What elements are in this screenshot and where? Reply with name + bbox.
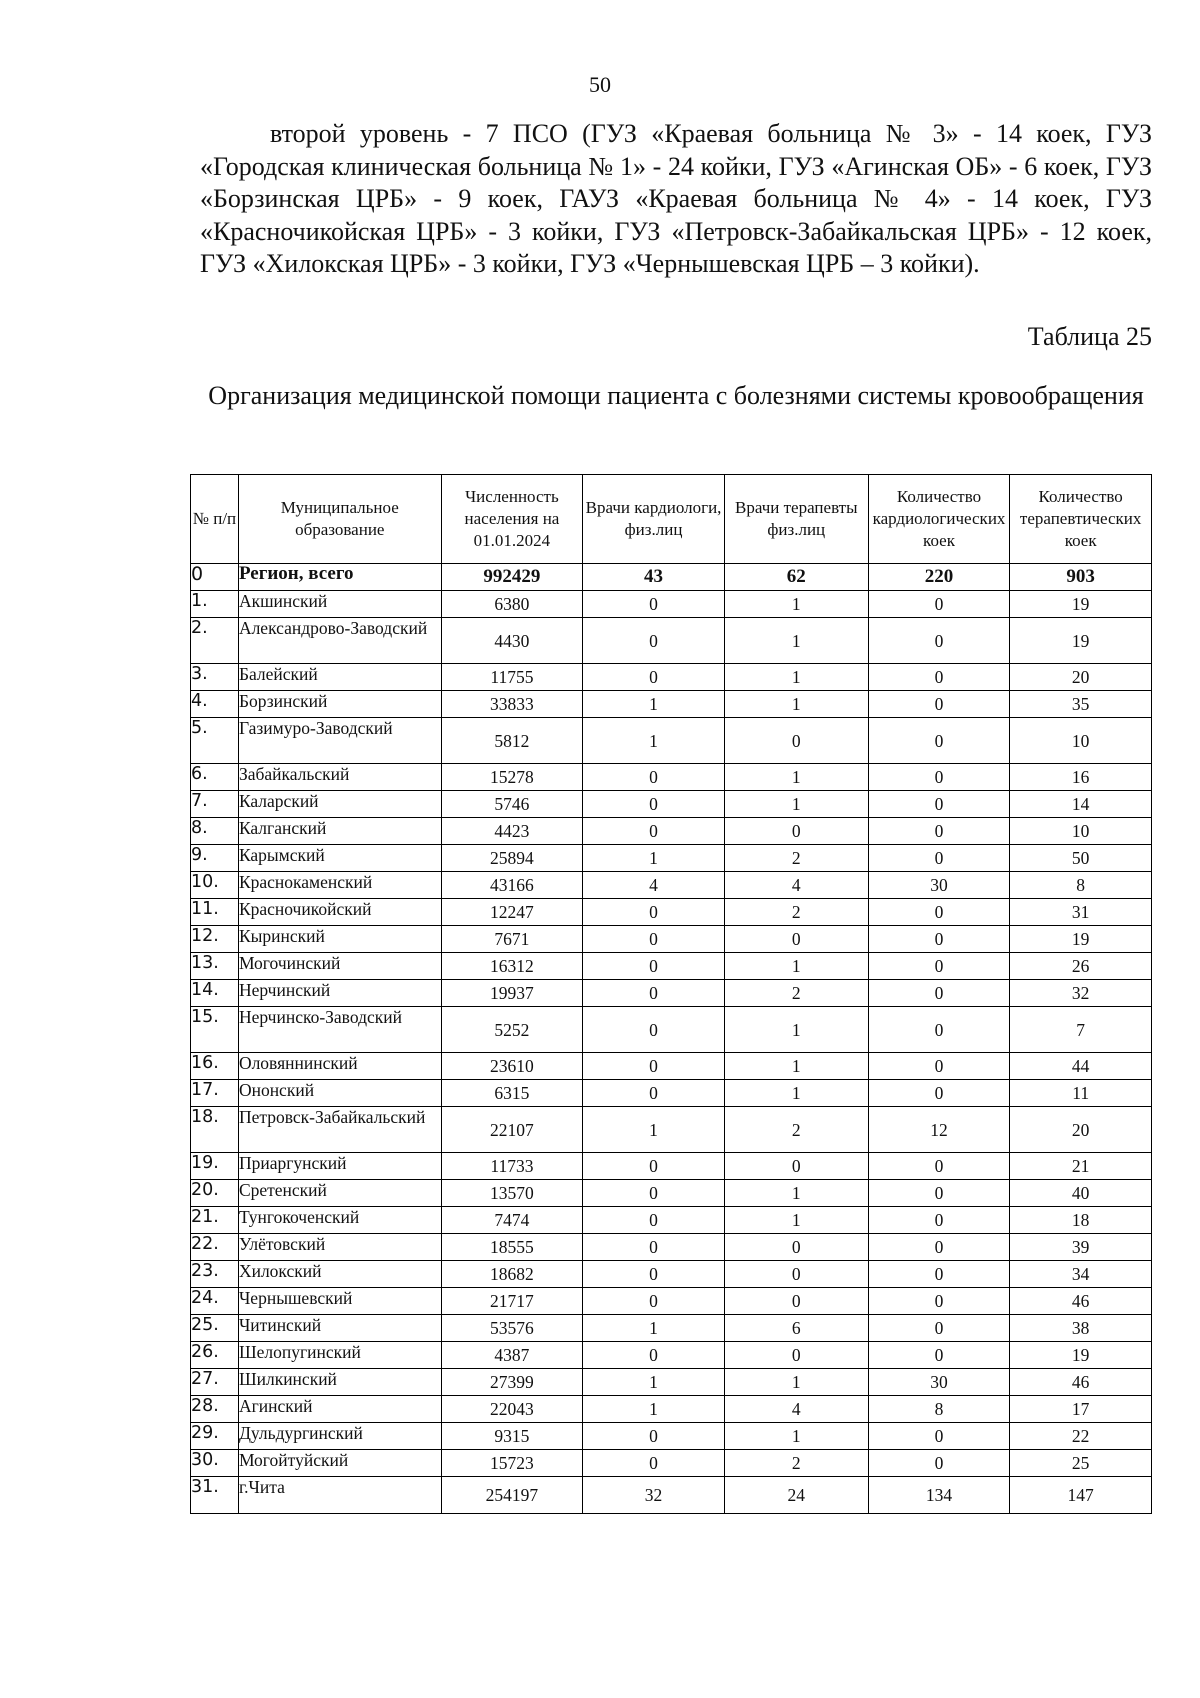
table-row bbox=[191, 691, 1152, 718]
cell-cardio-beds: 8 bbox=[868, 1396, 1010, 1423]
cell-number: 4. bbox=[191, 691, 239, 718]
table-row bbox=[191, 926, 1152, 953]
cell-cardio-beds: 0 bbox=[868, 1342, 1010, 1369]
cell-municipality: Могочинский bbox=[238, 953, 441, 980]
cell-cardio-beds: 0 bbox=[868, 1180, 1010, 1207]
cell-cardiologists: 0 bbox=[583, 591, 725, 618]
table-row bbox=[191, 1207, 1152, 1234]
cell-municipality: Забайкальский bbox=[238, 764, 441, 791]
cell-population: 5812 bbox=[441, 718, 583, 764]
cell-population: 7474 bbox=[441, 1207, 583, 1234]
page-number: 50 bbox=[589, 72, 611, 97]
cell-therapists: 2 bbox=[724, 899, 868, 926]
table-row bbox=[191, 764, 1152, 791]
cell-number: 2. bbox=[191, 618, 239, 664]
cell-population: 25894 bbox=[441, 845, 583, 872]
cell-population: 16312 bbox=[441, 953, 583, 980]
header-population: Численность населения на 01.01.2024 bbox=[441, 475, 583, 564]
cell-therapy-beds: 7 bbox=[1010, 1007, 1152, 1053]
table-row bbox=[191, 872, 1152, 899]
cell-number: 3. bbox=[191, 664, 239, 691]
cell-therapists: 24 bbox=[724, 1477, 868, 1514]
cell-number: 30. bbox=[191, 1450, 239, 1477]
table-row bbox=[191, 1396, 1152, 1423]
cell-therapy-beds: 19 bbox=[1010, 591, 1152, 618]
table-row bbox=[191, 1288, 1152, 1315]
intro-paragraph: второй уровень - 7 ПСО (ГУЗ «Краевая больница № 3» - 14 коек, ГУЗ «Городская клиническая больница № 1» - 24 койки, ГУЗ «Агинская ОБ» - 6 коек, ГУЗ «Борзинская ЦРБ» - 9 коек, ГАУЗ «Краевая больница № 4» - 14 коек, ГУЗ «Красночикойская ЦРБ» - 3 койки, ГУЗ «Петровск-Забайкальская ЦРБ» - 12 коек, ГУЗ «Хилокская ЦРБ» - 3 койки, ГУЗ «Чернышевская ЦРБ – 3 койки). bbox=[200, 119, 1152, 278]
table-label: Таблица 25 bbox=[1027, 322, 1152, 351]
cell-cardiologists: 0 bbox=[583, 1080, 725, 1107]
cell-number: 10. bbox=[191, 872, 239, 899]
cell-population: 11755 bbox=[441, 664, 583, 691]
cell-cardiologists: 0 bbox=[583, 1234, 725, 1261]
cell-population: 6315 bbox=[441, 1080, 583, 1107]
cell-cardio-beds: 0 bbox=[868, 691, 1010, 718]
table-row bbox=[191, 1450, 1152, 1477]
cell-population: 23610 bbox=[441, 1053, 583, 1080]
cell-population: 5252 bbox=[441, 1007, 583, 1053]
cell-population: 27399 bbox=[441, 1369, 583, 1396]
cell-cardiologists: 1 bbox=[583, 1369, 725, 1396]
cell-cardiologists: 0 bbox=[583, 1007, 725, 1053]
cell-cardiologists: 0 bbox=[583, 764, 725, 791]
cell-therapy-beds: 147 bbox=[1010, 1477, 1152, 1514]
cell-cardiologists: 0 bbox=[583, 818, 725, 845]
cell-cardiologists: 0 bbox=[583, 664, 725, 691]
table-row bbox=[191, 1007, 1152, 1053]
table-row bbox=[191, 1342, 1152, 1369]
cell-cardiologists: 1 bbox=[583, 1315, 725, 1342]
cell-population: 254197 bbox=[441, 1477, 583, 1514]
cell-therapists: 0 bbox=[724, 718, 868, 764]
cell-therapy-beds: 46 bbox=[1010, 1369, 1152, 1396]
cell-cardiologists: 0 bbox=[583, 1153, 725, 1180]
cell-municipality: Балейский bbox=[238, 664, 441, 691]
cell-number: 8. bbox=[191, 818, 239, 845]
table-row bbox=[191, 664, 1152, 691]
cell-population: 21717 bbox=[441, 1288, 583, 1315]
cell-number: 11. bbox=[191, 899, 239, 926]
cell-cardiologists: 0 bbox=[583, 791, 725, 818]
cell-therapists: 1 bbox=[724, 618, 868, 664]
cell-population: 9315 bbox=[441, 1423, 583, 1450]
cell-cardio-beds: 0 bbox=[868, 791, 1010, 818]
cell-population: 22043 bbox=[441, 1396, 583, 1423]
cell-therapy-beds: 18 bbox=[1010, 1207, 1152, 1234]
cell-population: 7671 bbox=[441, 926, 583, 953]
cell-therapists: 6 bbox=[724, 1315, 868, 1342]
cell-therapists: 62 bbox=[724, 564, 868, 591]
cell-municipality: Могойтуйский bbox=[238, 1450, 441, 1477]
cell-population: 53576 bbox=[441, 1315, 583, 1342]
cell-therapy-beds: 16 bbox=[1010, 764, 1152, 791]
header-therapy-beds: Количество терапевтических коек bbox=[1010, 475, 1152, 564]
cell-municipality: Петровск-Забайкальский bbox=[238, 1107, 441, 1153]
cell-cardio-beds: 220 bbox=[868, 564, 1010, 591]
cell-therapy-beds: 20 bbox=[1010, 1107, 1152, 1153]
cell-number: 12. bbox=[191, 926, 239, 953]
cell-therapists: 1 bbox=[724, 591, 868, 618]
cell-cardio-beds: 0 bbox=[868, 618, 1010, 664]
cell-cardio-beds: 134 bbox=[868, 1477, 1010, 1514]
cell-therapists: 1 bbox=[724, 764, 868, 791]
header-cardiologists: Врачи кардиологи, физ.лиц bbox=[583, 475, 725, 564]
cell-therapists: 1 bbox=[724, 664, 868, 691]
cell-therapists: 2 bbox=[724, 845, 868, 872]
cell-therapists: 1 bbox=[724, 953, 868, 980]
cell-cardio-beds: 0 bbox=[868, 953, 1010, 980]
cell-therapists: 0 bbox=[724, 1288, 868, 1315]
cell-cardio-beds: 0 bbox=[868, 926, 1010, 953]
cell-therapy-beds: 32 bbox=[1010, 980, 1152, 1007]
header-cardio-beds: Количество кардиологических коек bbox=[868, 475, 1010, 564]
cell-cardiologists: 0 bbox=[583, 1207, 725, 1234]
cell-cardiologists: 0 bbox=[583, 1423, 725, 1450]
cell-population: 33833 bbox=[441, 691, 583, 718]
cell-cardio-beds: 0 bbox=[868, 899, 1010, 926]
cell-therapists: 0 bbox=[724, 818, 868, 845]
cell-municipality: Шилкинский bbox=[238, 1369, 441, 1396]
cell-municipality: Хилокский bbox=[238, 1261, 441, 1288]
cell-municipality: Красночикойский bbox=[238, 899, 441, 926]
cell-cardio-beds: 0 bbox=[868, 1423, 1010, 1450]
table-row bbox=[191, 564, 1152, 591]
cell-therapy-beds: 35 bbox=[1010, 691, 1152, 718]
table-caption: Организация медицинской помощи пациента с болезнями системы кровообращения bbox=[208, 381, 1144, 410]
cell-number: 15. bbox=[191, 1007, 239, 1053]
cell-therapists: 1 bbox=[724, 1423, 868, 1450]
cell-therapy-beds: 17 bbox=[1010, 1396, 1152, 1423]
cell-cardio-beds: 0 bbox=[868, 1450, 1010, 1477]
cell-therapists: 1 bbox=[724, 1007, 868, 1053]
cell-municipality: Нерчинско-Заводский bbox=[238, 1007, 441, 1053]
cell-number: 22. bbox=[191, 1234, 239, 1261]
cell-therapy-beds: 39 bbox=[1010, 1234, 1152, 1261]
cell-cardiologists: 0 bbox=[583, 953, 725, 980]
table-row bbox=[191, 1234, 1152, 1261]
cell-population: 43166 bbox=[441, 872, 583, 899]
cell-cardiologists: 0 bbox=[583, 980, 725, 1007]
cell-cardiologists: 1 bbox=[583, 718, 725, 764]
cell-therapists: 2 bbox=[724, 980, 868, 1007]
cell-population: 992429 bbox=[441, 564, 583, 591]
cell-therapy-beds: 22 bbox=[1010, 1423, 1152, 1450]
cell-therapists: 1 bbox=[724, 791, 868, 818]
cell-cardiologists: 0 bbox=[583, 926, 725, 953]
cell-therapy-beds: 19 bbox=[1010, 926, 1152, 953]
cell-therapists: 0 bbox=[724, 1342, 868, 1369]
header-therapists: Врачи терапевты физ.лиц bbox=[724, 475, 868, 564]
cell-population: 19937 bbox=[441, 980, 583, 1007]
table-row bbox=[191, 953, 1152, 980]
cell-cardio-beds: 0 bbox=[868, 1261, 1010, 1288]
table-row bbox=[191, 1107, 1152, 1153]
cell-municipality: Шелопугинский bbox=[238, 1342, 441, 1369]
cell-therapy-beds: 50 bbox=[1010, 845, 1152, 872]
cell-number: 5. bbox=[191, 718, 239, 764]
cell-cardio-beds: 30 bbox=[868, 1369, 1010, 1396]
cell-municipality: Карымский bbox=[238, 845, 441, 872]
cell-cardio-beds: 0 bbox=[868, 591, 1010, 618]
cell-therapy-beds: 31 bbox=[1010, 899, 1152, 926]
cell-municipality: Ононский bbox=[238, 1080, 441, 1107]
cell-cardio-beds: 0 bbox=[868, 1007, 1010, 1053]
cell-number: 0 bbox=[191, 564, 239, 591]
cell-therapists: 0 bbox=[724, 1261, 868, 1288]
table-header-row bbox=[191, 475, 1152, 564]
table-row bbox=[191, 1153, 1152, 1180]
cell-number: 6. bbox=[191, 764, 239, 791]
table-row bbox=[191, 591, 1152, 618]
cell-therapy-beds: 10 bbox=[1010, 718, 1152, 764]
cell-number: 31. bbox=[191, 1477, 239, 1514]
table-row bbox=[191, 980, 1152, 1007]
cell-number: 17. bbox=[191, 1080, 239, 1107]
cell-municipality: Улётовский bbox=[238, 1234, 441, 1261]
cell-municipality: Читинский bbox=[238, 1315, 441, 1342]
table-row bbox=[191, 899, 1152, 926]
cell-number: 26. bbox=[191, 1342, 239, 1369]
table-row bbox=[191, 1423, 1152, 1450]
cell-population: 6380 bbox=[441, 591, 583, 618]
header-municipality: Муниципальное образование bbox=[238, 475, 441, 564]
cell-therapy-beds: 40 bbox=[1010, 1180, 1152, 1207]
cell-number: 21. bbox=[191, 1207, 239, 1234]
cell-number: 1. bbox=[191, 591, 239, 618]
cell-municipality: Краснокаменский bbox=[238, 872, 441, 899]
cell-municipality: Газимуро-Заводский bbox=[238, 718, 441, 764]
cell-cardio-beds: 0 bbox=[868, 1080, 1010, 1107]
cell-cardio-beds: 0 bbox=[868, 980, 1010, 1007]
cell-population: 4387 bbox=[441, 1342, 583, 1369]
cell-municipality: Дульдургинский bbox=[238, 1423, 441, 1450]
cell-cardiologists: 1 bbox=[583, 691, 725, 718]
table-row bbox=[191, 1369, 1152, 1396]
cell-population: 18555 bbox=[441, 1234, 583, 1261]
cell-cardiologists: 0 bbox=[583, 1180, 725, 1207]
table-row bbox=[191, 1477, 1152, 1514]
cell-cardio-beds: 0 bbox=[868, 764, 1010, 791]
table-row bbox=[191, 718, 1152, 764]
cell-cardio-beds: 12 bbox=[868, 1107, 1010, 1153]
cell-cardiologists: 0 bbox=[583, 1053, 725, 1080]
cell-population: 5746 bbox=[441, 791, 583, 818]
cell-cardiologists: 0 bbox=[583, 1450, 725, 1477]
cell-therapy-beds: 19 bbox=[1010, 618, 1152, 664]
table-row bbox=[191, 1261, 1152, 1288]
cell-number: 13. bbox=[191, 953, 239, 980]
cell-municipality: Каларский bbox=[238, 791, 441, 818]
cell-population: 15723 bbox=[441, 1450, 583, 1477]
cell-therapy-beds: 26 bbox=[1010, 953, 1152, 980]
cell-municipality: Кыринский bbox=[238, 926, 441, 953]
cell-cardiologists: 32 bbox=[583, 1477, 725, 1514]
cell-therapists: 0 bbox=[724, 1153, 868, 1180]
cell-number: 24. bbox=[191, 1288, 239, 1315]
table-row bbox=[191, 1080, 1152, 1107]
cell-number: 20. bbox=[191, 1180, 239, 1207]
cell-therapists: 4 bbox=[724, 872, 868, 899]
cell-therapy-beds: 34 bbox=[1010, 1261, 1152, 1288]
cell-cardiologists: 0 bbox=[583, 1342, 725, 1369]
cell-municipality: Оловяннинский bbox=[238, 1053, 441, 1080]
cell-cardio-beds: 30 bbox=[868, 872, 1010, 899]
table-row bbox=[191, 818, 1152, 845]
cell-population: 15278 bbox=[441, 764, 583, 791]
cell-therapy-beds: 14 bbox=[1010, 791, 1152, 818]
cell-municipality: Калганский bbox=[238, 818, 441, 845]
cell-population: 18682 bbox=[441, 1261, 583, 1288]
cell-cardio-beds: 0 bbox=[868, 664, 1010, 691]
cell-municipality: Тунгокоченский bbox=[238, 1207, 441, 1234]
cell-therapists: 2 bbox=[724, 1107, 868, 1153]
cell-number: 29. bbox=[191, 1423, 239, 1450]
cell-number: 27. bbox=[191, 1369, 239, 1396]
cell-therapists: 1 bbox=[724, 1369, 868, 1396]
cell-municipality: г.Чита bbox=[238, 1477, 441, 1514]
cell-cardio-beds: 0 bbox=[868, 1315, 1010, 1342]
cell-therapists: 1 bbox=[724, 691, 868, 718]
table-row bbox=[191, 618, 1152, 664]
cell-cardiologists: 1 bbox=[583, 1107, 725, 1153]
table-row bbox=[191, 845, 1152, 872]
cell-municipality: Чернышевский bbox=[238, 1288, 441, 1315]
table-row bbox=[191, 1180, 1152, 1207]
cell-therapy-beds: 25 bbox=[1010, 1450, 1152, 1477]
cell-cardio-beds: 0 bbox=[868, 1234, 1010, 1261]
cell-therapy-beds: 20 bbox=[1010, 664, 1152, 691]
cell-cardio-beds: 0 bbox=[868, 1288, 1010, 1315]
cell-therapy-beds: 19 bbox=[1010, 1342, 1152, 1369]
cell-number: 28. bbox=[191, 1396, 239, 1423]
cell-number: 16. bbox=[191, 1053, 239, 1080]
cell-municipality: Акшинский bbox=[238, 591, 441, 618]
cell-therapists: 0 bbox=[724, 926, 868, 953]
cell-therapy-beds: 46 bbox=[1010, 1288, 1152, 1315]
cell-number: 18. bbox=[191, 1107, 239, 1153]
cell-therapists: 0 bbox=[724, 1234, 868, 1261]
cell-municipality: Нерчинский bbox=[238, 980, 441, 1007]
cell-therapy-beds: 8 bbox=[1010, 872, 1152, 899]
table-row bbox=[191, 791, 1152, 818]
header-number: № п/п bbox=[191, 475, 239, 564]
cell-cardio-beds: 0 bbox=[868, 1153, 1010, 1180]
cell-therapy-beds: 903 bbox=[1010, 564, 1152, 591]
cell-cardiologists: 0 bbox=[583, 1288, 725, 1315]
cell-cardio-beds: 0 bbox=[868, 1053, 1010, 1080]
cell-municipality: Александрово-Заводский bbox=[238, 618, 441, 664]
cell-municipality: Сретенский bbox=[238, 1180, 441, 1207]
cell-cardiologists: 0 bbox=[583, 618, 725, 664]
cell-population: 13570 bbox=[441, 1180, 583, 1207]
cell-number: 14. bbox=[191, 980, 239, 1007]
cell-municipality: Приаргунский bbox=[238, 1153, 441, 1180]
cell-therapists: 2 bbox=[724, 1450, 868, 1477]
cell-population: 22107 bbox=[441, 1107, 583, 1153]
cell-therapy-beds: 11 bbox=[1010, 1080, 1152, 1107]
cell-number: 9. bbox=[191, 845, 239, 872]
cell-cardiologists: 0 bbox=[583, 1261, 725, 1288]
cell-population: 11733 bbox=[441, 1153, 583, 1180]
cell-cardiologists: 43 bbox=[583, 564, 725, 591]
cell-therapists: 4 bbox=[724, 1396, 868, 1423]
cell-cardiologists: 0 bbox=[583, 899, 725, 926]
cell-cardiologists: 1 bbox=[583, 845, 725, 872]
cell-population: 12247 bbox=[441, 899, 583, 926]
cell-cardio-beds: 0 bbox=[868, 845, 1010, 872]
cell-therapists: 1 bbox=[724, 1180, 868, 1207]
cell-cardiologists: 1 bbox=[583, 1396, 725, 1423]
cell-municipality: Агинский bbox=[238, 1396, 441, 1423]
cell-therapy-beds: 21 bbox=[1010, 1153, 1152, 1180]
cell-population: 4423 bbox=[441, 818, 583, 845]
cell-cardio-beds: 0 bbox=[868, 1207, 1010, 1234]
cell-therapists: 1 bbox=[724, 1207, 868, 1234]
cell-number: 19. bbox=[191, 1153, 239, 1180]
cell-municipality: Регион, всего bbox=[238, 564, 441, 591]
cell-therapists: 1 bbox=[724, 1053, 868, 1080]
cell-therapy-beds: 38 bbox=[1010, 1315, 1152, 1342]
cell-number: 23. bbox=[191, 1261, 239, 1288]
table-body bbox=[191, 564, 1152, 1514]
cell-population: 4430 bbox=[441, 618, 583, 664]
cell-therapists: 1 bbox=[724, 1080, 868, 1107]
cell-number: 7. bbox=[191, 791, 239, 818]
data-table bbox=[190, 474, 1152, 1514]
cell-number: 25. bbox=[191, 1315, 239, 1342]
cell-therapy-beds: 44 bbox=[1010, 1053, 1152, 1080]
cell-cardio-beds: 0 bbox=[868, 818, 1010, 845]
cell-cardiologists: 4 bbox=[583, 872, 725, 899]
cell-municipality: Борзинский bbox=[238, 691, 441, 718]
table-row bbox=[191, 1053, 1152, 1080]
cell-cardio-beds: 0 bbox=[868, 718, 1010, 764]
cell-therapy-beds: 10 bbox=[1010, 818, 1152, 845]
table-row bbox=[191, 1315, 1152, 1342]
